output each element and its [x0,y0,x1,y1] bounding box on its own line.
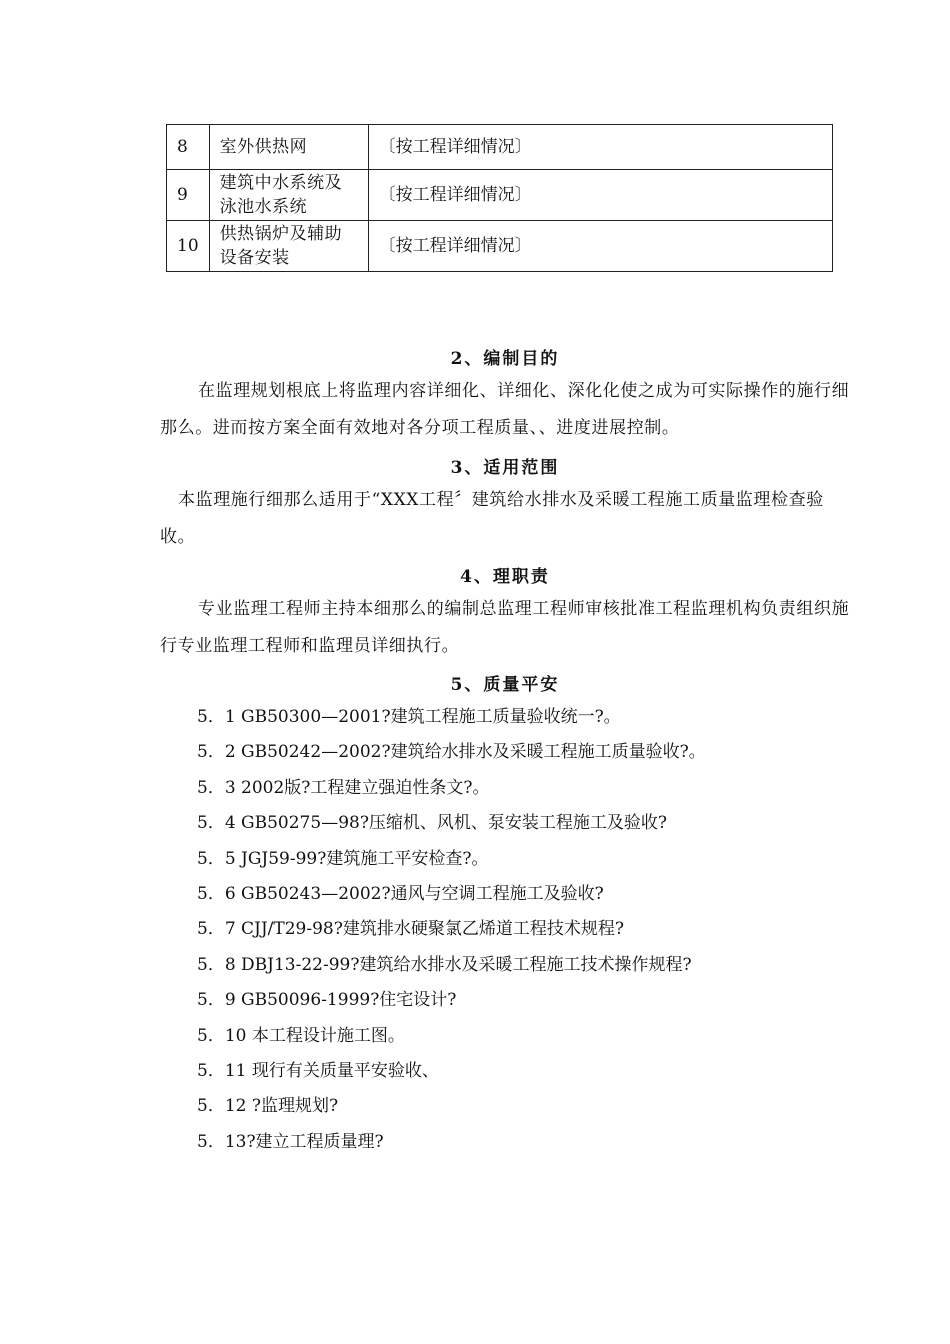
list-item: 5．5 JGJ59-99?建筑施工平安检查?。 [197,848,489,869]
row-number: 9 [167,170,210,221]
list-item: 5．12 ?监理规划? [197,1096,339,1117]
project-scope-table [166,124,833,272]
list-item: 5．2 GB50242—2002?建筑给水排水及采暖工程施工质量验收?。 [197,742,706,763]
section-heading-duties: 4、理职责 [460,567,550,587]
list-item: 5．3 2002版?工程建立强迫性条文?。 [197,777,490,798]
list-item: 5．11 现行有关质量平安验收、 [197,1060,439,1081]
row-number: 10 [167,221,210,272]
scope-paragraph: 本监理施行细那么适用于“XXX工程〞建筑给水排水及采暖工程施工质量监理检查验收。 [160,490,824,547]
section-heading-scope: 3、适用范围 [450,458,560,478]
list-item: 5．13?建立工程质量理? [197,1131,384,1152]
row-item-name: 室外供热网 [209,125,368,170]
row-note: 〔按工程详细情况〕 [368,125,832,170]
section-heading-purpose: 2、编制目的 [450,349,560,369]
list-item: 5．7 CJJ/T29-98?建筑排水硬聚氯乙烯道工程技术规程? [197,919,624,940]
reference-list [197,700,837,1160]
duties-paragraph: 专业监理工程师主持本细那么的编制总监理工程师审核批准工程监理机构负责组织施行专业监理工程师和监理员详细执行。 [160,599,850,656]
list-item: 5．10 本工程设计施工图。 [197,1025,405,1046]
table-row [167,221,833,272]
list-item: 5．8 DBJ13-22-99?建筑给水排水及采暖工程施工技术操作规程? [197,954,692,975]
list-item: 5．9 GB50096-1999?住宅设计? [197,990,457,1011]
list-item: 5．4 GB50275—98?压缩机、风机、泵安装工程施工及验收? [197,813,668,834]
list-item: 5．6 GB50243—2002?通风与空调工程施工及验收? [197,883,604,904]
row-item-name: 供热锅炉及辅助设备安装 [209,221,368,272]
section-heading-quality: 5、质量平安 [450,675,560,695]
table-row [167,125,833,170]
row-item-name: 建筑中水系统及泳池水系统 [209,170,368,221]
purpose-paragraph: 在监理规划根底上将监理内容详细化、详细化、深化化使之成为可实际操作的施行细那么。进而按方案全面有效地对各分项工程质量、、进度进展控制。 [160,381,850,438]
list-item: 5．1 GB50300—2001?建筑工程施工质量验收统一?。 [197,707,621,727]
row-note: 〔按工程详细情况〕 [368,170,832,221]
row-note: 〔按工程详细情况〕 [368,221,832,272]
table-row [167,170,833,221]
row-number: 8 [167,125,210,170]
